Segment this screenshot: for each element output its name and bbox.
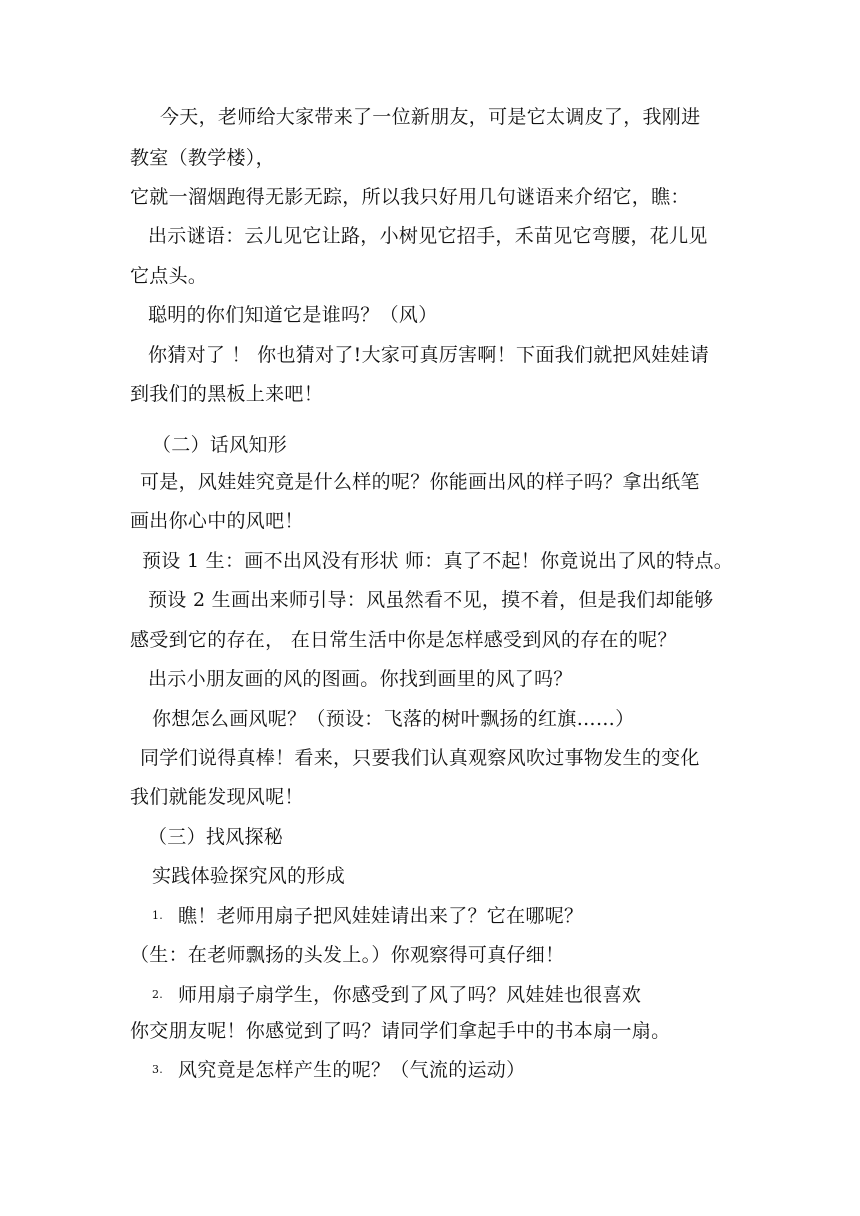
list-item-text: 风究竟是怎样产生的呢？（气流的运动） bbox=[178, 1059, 526, 1081]
paragraph-line: 画出你心中的风吧！ bbox=[130, 510, 304, 532]
list-number: 3. bbox=[152, 1063, 164, 1076]
paragraph-line: 教室（教学楼）， bbox=[130, 147, 275, 169]
paragraph-line: 预设 1 生：画不出风没有形状 师：真了不起！你竟说出了风的特点。 bbox=[142, 550, 734, 572]
list-number: 2. bbox=[152, 988, 164, 1001]
paragraph-line: 同学们说得真棒！看来，只要我们认真观察风吹过事物发生的变化 bbox=[140, 747, 700, 769]
paragraph-line: 你猜对了 ！ 你也猜对了!大家可真厉害啊！下面我们就把风娃娃请 bbox=[148, 344, 710, 366]
paragraph-line: 感受到它的存在， 在日常生活中你是怎样感受到风的存在的呢？ bbox=[130, 629, 677, 651]
list-item bbox=[152, 903, 762, 930]
list-item-text: 瞧！老师用扇子把风娃娃请出来了？它在哪呢？ bbox=[178, 905, 584, 927]
paragraph-line: （生：在老师飘扬的头发上。）你观察得可真仔细！ bbox=[130, 944, 565, 966]
paragraph-line: 它点头。 bbox=[130, 265, 208, 287]
paragraph-line: 我们就能发现风呢！ bbox=[130, 786, 304, 808]
paragraph-line: 到我们的黑板上来吧！ bbox=[130, 383, 324, 405]
section-heading: （二）话风知形 bbox=[152, 434, 288, 456]
paragraph-line: 聪明的你们知道它是谁吗？（风） bbox=[148, 304, 438, 326]
paragraph-line: 出示小朋友画的风的图画。你找到画里的风了吗？ bbox=[148, 668, 573, 690]
paragraph-line: 你交朋友呢！你感觉到了吗？请同学们拿起手中的书本扇一扇。 bbox=[130, 1020, 671, 1042]
paragraph-line: 它就一溜烟跑得无影无踪，所以我只好用几句谜语来介绍它，瞧： bbox=[130, 186, 690, 208]
list-item bbox=[152, 1057, 762, 1084]
list-number: 1. bbox=[152, 909, 164, 922]
paragraph-line: 你想怎么画风呢？（预设：飞落的树叶飘扬的红旗……） bbox=[152, 708, 635, 730]
paragraph-line: 实践体验探究风的形成 bbox=[152, 865, 346, 887]
paragraph-line: 预设 2 生画出来师引导：风虽然看不见，摸不着，但是我们却能够 bbox=[148, 589, 714, 611]
section-heading: （三）找风探秘 bbox=[148, 826, 284, 848]
paragraph-line: 今天，老师给大家带来了一位新朋友，可是它太调皮了，我刚进 bbox=[160, 106, 701, 128]
paragraph-line: 可是，风娃娃究竟是什么样的呢？你能画出风的样子吗？拿出纸笔 bbox=[140, 471, 700, 493]
list-item bbox=[152, 982, 762, 1009]
list-item-text: 师用扇子扇学生，你感受到了风了吗？风娃娃也很喜欢 bbox=[178, 984, 642, 1006]
paragraph-line: 出示谜语：云儿见它让路，小树见它招手，禾苗见它弯腰，花儿见 bbox=[148, 225, 708, 247]
